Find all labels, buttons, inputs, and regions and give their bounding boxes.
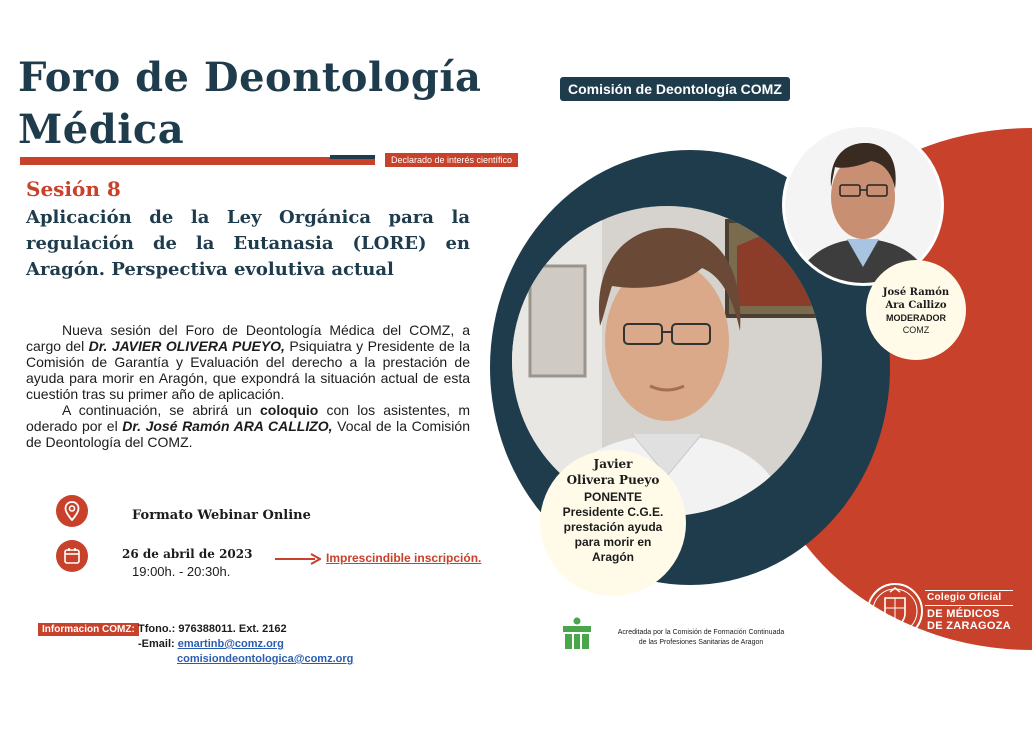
speaker-desc-4: Aragón bbox=[592, 550, 634, 564]
title-line-1: Foro de Deontología bbox=[18, 54, 482, 101]
session-subtitle: Aplicación de la Ley Orgánica para la regulación de la Eutanasia (LORE) en Aragón. Perspectiva evolutiva actual bbox=[26, 207, 470, 280]
moderator-name-inline: Dr. José Ramón ARA CALLIZO, bbox=[122, 418, 333, 434]
text: Nueva sesión del Foro de Deontología Médica del COMZ, a cargo del bbox=[26, 322, 470, 354]
phone: Tfono.: 976388011. Ext. 2162 bbox=[138, 623, 287, 635]
comision-badge: Comisión de Deontología COMZ bbox=[560, 77, 790, 101]
location-pin-icon bbox=[56, 495, 88, 527]
speaker-name-1: Javier bbox=[593, 457, 633, 471]
accreditation-line-1: Acreditada por la Comisión de Formación Continuada bbox=[617, 629, 785, 636]
accreditation-line-2: de las Profesiones Sanitarias de Aragon bbox=[638, 639, 764, 646]
colegio-line-3: DE ZARAGOZA bbox=[927, 620, 1011, 632]
speaker-desc-1: Presidente C.G.E. bbox=[562, 505, 664, 519]
colegio-name bbox=[925, 590, 1013, 632]
description-paragraph-2 bbox=[26, 402, 470, 450]
calendar-icon bbox=[56, 540, 88, 572]
colegio-line-1: Colegio Oficial bbox=[925, 590, 1013, 606]
text: con los asistentes, m oderado por el bbox=[26, 402, 470, 434]
arrow-right-icon bbox=[275, 553, 321, 565]
speaker-name-2: Olivera Pueyo bbox=[566, 473, 660, 487]
title-underline-accent bbox=[330, 155, 375, 159]
coloquio-bold: coloquio bbox=[260, 402, 319, 418]
email-link-1[interactable]: emartinb@comz.org bbox=[177, 638, 284, 650]
text: A continuación, se abrirá un bbox=[62, 402, 260, 418]
event-hours: 19:00h. - 20:30h. bbox=[132, 564, 231, 579]
event-date: 26 de abril de 2023 bbox=[122, 547, 253, 561]
email-link-2[interactable]: comisiondeontologica@comz.org bbox=[177, 653, 354, 665]
moderator-name-2: Ara Callizo bbox=[885, 300, 947, 311]
contact-block bbox=[138, 622, 353, 667]
moderator-label bbox=[866, 260, 966, 360]
declarado-badge: Declarado de interés científico bbox=[385, 153, 518, 167]
colegio-line-2: DE MÉDICOS bbox=[927, 608, 1000, 620]
speaker-role: PONENTE bbox=[583, 490, 642, 504]
accreditation-logo-icon bbox=[561, 617, 593, 651]
page-title bbox=[18, 52, 538, 156]
title-line-2: Médica bbox=[18, 106, 185, 153]
email-label: -Email: bbox=[138, 638, 178, 650]
speaker-desc-2: prestación ayuda bbox=[563, 520, 663, 534]
title-underline bbox=[20, 157, 375, 165]
colegio-seal-icon bbox=[866, 582, 924, 640]
text: Psiquiatra y Presidente de la Comisión de Garantía y Evaluación del derecho a la prestación de ayuda para morir en Aragón, que expondrá la situación actual de esta cuestión tras su primer año de aplicación. bbox=[26, 338, 470, 402]
description-paragraph-1 bbox=[26, 322, 470, 402]
moderator-name-1: José Ramón bbox=[882, 287, 950, 298]
format-label: Formato Webinar Online bbox=[132, 508, 311, 523]
moderator-role: MODERADOR bbox=[886, 313, 946, 323]
speaker-desc-3: para morir en bbox=[574, 535, 652, 549]
text: Vocal de la Comisión de Deontología del COMZ. bbox=[26, 418, 470, 450]
accreditation-text bbox=[596, 628, 806, 648]
info-badge: Informacion COMZ: bbox=[38, 623, 139, 636]
speaker-label bbox=[540, 450, 686, 596]
speaker-name-inline: Dr. JAVIER OLIVERA PUEYO, bbox=[88, 338, 285, 354]
moderator-org: COMZ bbox=[902, 325, 930, 335]
description bbox=[26, 322, 470, 450]
inscription-link[interactable]: Imprescindible inscripción. bbox=[326, 551, 482, 565]
session-label: Sesión 8 bbox=[26, 177, 121, 201]
